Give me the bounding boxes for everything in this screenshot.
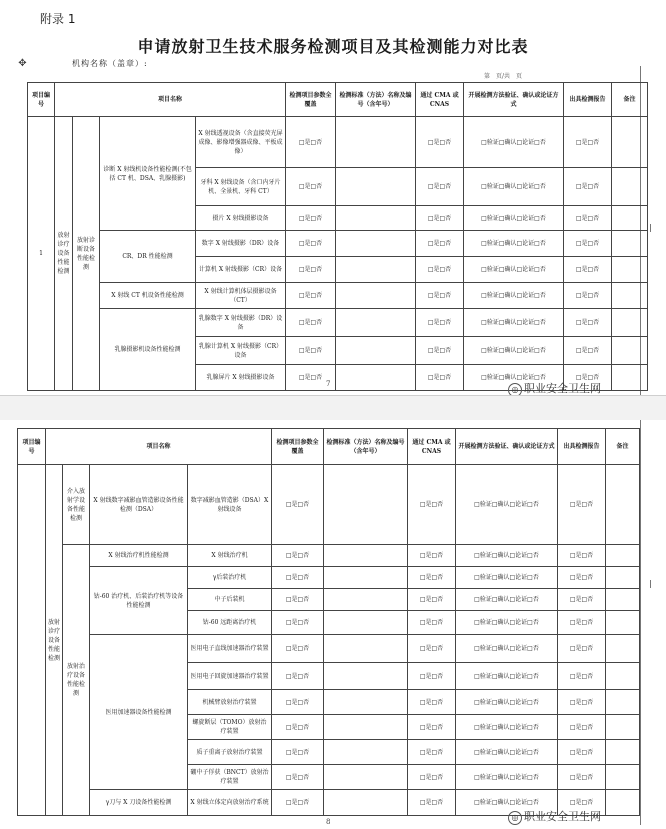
remark-cell[interactable] xyxy=(612,309,648,337)
header-report: 出具检测报告 xyxy=(558,429,606,465)
item-name: 钴-60 远距离治疗机 xyxy=(188,611,272,635)
group-name: X 射线 CT 机设备性能检测 xyxy=(100,283,196,309)
header-standard: 检测标准（方法）名称及编号（含年号） xyxy=(336,83,416,117)
item-name: 医用电子直线加速器治疗装置 xyxy=(188,635,272,663)
table-row xyxy=(28,309,648,337)
header-item-name: 项目名称 xyxy=(55,83,286,117)
group-name: X 射线数字减影血管造影设备性能检测（DSA） xyxy=(90,465,188,545)
standard-cell[interactable] xyxy=(336,231,416,257)
item-name: 计算机 X 射线摄影（CR）设备 xyxy=(196,257,286,283)
cma-checkbox[interactable]: □是□否 xyxy=(408,567,456,589)
coverage-checkbox[interactable]: □是□否 xyxy=(286,283,336,309)
remark-cell[interactable] xyxy=(606,465,640,545)
coverage-checkbox[interactable]: □是□否 xyxy=(272,589,324,611)
report-checkbox[interactable]: □是□否 xyxy=(564,309,612,337)
watermark-text: 职业安全卫生网 xyxy=(524,382,601,395)
group-name: 乳腺摄影机设备性能检测 xyxy=(100,309,196,391)
item-name: X 射线计算机体层摄影设备（CT） xyxy=(196,283,286,309)
item-name: X 射线透视设备（含直接荧光屏成像、影像增强器成像、平板成像） xyxy=(196,117,286,168)
coverage-checkbox[interactable]: □是□否 xyxy=(272,635,324,663)
coverage-checkbox[interactable]: □是□否 xyxy=(272,715,324,740)
capability-table-page-2 xyxy=(17,428,640,816)
document-title: 申请放射卫生技术服务检测项目及其检测能力对比表 xyxy=(137,37,529,56)
coverage-checkbox[interactable]: □是□否 xyxy=(286,257,336,283)
standard-cell[interactable] xyxy=(336,168,416,206)
group-name: γ刀与 X 刀设备性能检测 xyxy=(90,790,188,816)
item-name: 机械臂放射治疗装置 xyxy=(188,690,272,715)
method-checkbox[interactable]: □验证□确认□论证□否 xyxy=(456,567,558,589)
standard-cell[interactable] xyxy=(336,283,416,309)
method-checkbox[interactable]: □验证□确认□论证□否 xyxy=(464,283,564,309)
item-name: 数字减影血管造影（DSA）X 射线设备 xyxy=(188,465,272,545)
header-remark: 备注 xyxy=(606,429,640,465)
item-name: 数字 X 射线摄影（DR）设备 xyxy=(196,231,286,257)
remark-cell[interactable] xyxy=(612,365,648,391)
remark-cell[interactable] xyxy=(606,611,640,635)
category-level-2: 放射治疗设备性能检测 xyxy=(63,545,90,816)
remark-cell[interactable] xyxy=(606,765,640,790)
cma-checkbox[interactable]: □是□否 xyxy=(416,206,464,231)
standard-cell[interactable] xyxy=(336,257,416,283)
category-level-2: 放射诊断设备性能检测 xyxy=(73,117,100,391)
remark-cell[interactable] xyxy=(612,206,648,231)
standard-cell[interactable] xyxy=(324,690,408,715)
report-checkbox[interactable]: □是□否 xyxy=(564,365,612,391)
cma-checkbox[interactable]: □是□否 xyxy=(416,365,464,391)
coverage-checkbox[interactable]: □是□否 xyxy=(272,465,324,545)
report-checkbox[interactable]: □是□否 xyxy=(558,545,606,567)
item-name: X 射线治疗机 xyxy=(188,545,272,567)
report-checkbox[interactable]: □是□否 xyxy=(558,765,606,790)
coverage-checkbox[interactable]: □是□否 xyxy=(272,765,324,790)
report-checkbox[interactable]: □是□否 xyxy=(564,337,612,365)
row-number: 1 xyxy=(28,117,55,391)
margin-line xyxy=(640,420,641,825)
method-checkbox[interactable]: □验证□确认□论证□否 xyxy=(464,309,564,337)
wechat-logo-icon: ◎ xyxy=(508,383,522,397)
item-name: 牙科 X 射线设备（含口内牙片机、全景机、牙科 CT） xyxy=(196,168,286,206)
standard-cell[interactable] xyxy=(324,765,408,790)
report-checkbox[interactable]: □是□否 xyxy=(558,635,606,663)
method-checkbox[interactable]: □验证□确认□论证□否 xyxy=(464,337,564,365)
category-level-1: 放射诊疗设备性能检测 xyxy=(46,465,63,816)
method-checkbox[interactable]: □验证□确认□论证□否 xyxy=(464,206,564,231)
cma-checkbox[interactable]: □是□否 xyxy=(416,257,464,283)
watermark-text: 职业安全卫生网 xyxy=(524,810,601,823)
remark-cell[interactable] xyxy=(606,690,640,715)
coverage-checkbox[interactable]: □是□否 xyxy=(286,309,336,337)
method-checkbox[interactable]: □验证□确认□论证□否 xyxy=(456,715,558,740)
cma-checkbox[interactable]: □是□否 xyxy=(408,611,456,635)
report-checkbox[interactable]: □是□否 xyxy=(558,465,606,545)
item-name: X 射线立体定向放射治疗系统 xyxy=(188,790,272,816)
item-name: 乳腺计算机 X 射线摄影（CR）设备 xyxy=(196,337,286,365)
document-page-2 xyxy=(0,420,666,829)
method-checkbox[interactable]: □验证□确认□论证□否 xyxy=(456,545,558,567)
cma-checkbox[interactable]: □是□否 xyxy=(408,635,456,663)
standard-cell[interactable] xyxy=(336,337,416,365)
method-checkbox[interactable]: □验证□确认□论证□否 xyxy=(456,611,558,635)
table-header-row xyxy=(28,83,648,117)
remark-cell[interactable] xyxy=(606,790,640,816)
standard-cell[interactable] xyxy=(336,309,416,337)
header-item-name: 项目名称 xyxy=(46,429,272,465)
standard-cell[interactable] xyxy=(324,790,408,816)
document-page-1 xyxy=(0,0,666,395)
report-checkbox[interactable]: □是□否 xyxy=(564,206,612,231)
cma-checkbox[interactable]: □是□否 xyxy=(416,117,464,168)
item-name: 摄片 X 射线摄影设备 xyxy=(196,206,286,231)
report-checkbox[interactable]: □是□否 xyxy=(558,611,606,635)
group-name: X 射线治疗机性能检测 xyxy=(90,545,188,567)
method-checkbox[interactable]: □验证□确认□论证□否 xyxy=(464,257,564,283)
report-checkbox[interactable]: □是□否 xyxy=(558,663,606,690)
group-name: CR、DR 性能检测 xyxy=(100,231,196,283)
cma-checkbox[interactable]: □是□否 xyxy=(408,690,456,715)
coverage-checkbox[interactable]: □是□否 xyxy=(286,117,336,168)
item-name: 乳腺数字 X 射线摄影（DR）设备 xyxy=(196,309,286,337)
category-level-1: 放射诊疗设备性能检测 xyxy=(55,117,73,391)
standard-cell[interactable] xyxy=(336,365,416,391)
table-header-row xyxy=(18,429,640,465)
coverage-checkbox[interactable]: □是□否 xyxy=(286,206,336,231)
remark-cell[interactable] xyxy=(606,715,640,740)
method-checkbox[interactable]: □验证□确认□论证□否 xyxy=(456,740,558,765)
table-row xyxy=(18,545,640,567)
header-item-no: 项目编号 xyxy=(28,83,55,117)
capability-table-page-1 xyxy=(27,82,648,391)
method-checkbox[interactable]: □验证□确认□论证□否 xyxy=(456,465,558,545)
remark-cell[interactable] xyxy=(606,663,640,690)
coverage-checkbox[interactable]: □是□否 xyxy=(272,567,324,589)
header-standard: 检测标准（方法）名称及编号（含年号） xyxy=(324,429,408,465)
remark-cell[interactable] xyxy=(612,117,648,168)
item-name: γ后装治疗机 xyxy=(188,567,272,589)
org-name-label: 机构名称（盖章）: xyxy=(72,59,148,68)
header-method: 开展检测方法验证、确认或论证方式 xyxy=(464,83,564,117)
report-checkbox[interactable]: □是□否 xyxy=(564,257,612,283)
table-row xyxy=(28,231,648,257)
cma-checkbox[interactable]: □是□否 xyxy=(416,309,464,337)
coverage-checkbox[interactable]: □是□否 xyxy=(272,740,324,765)
item-name: 乳腺屏片 X 射线摄影设备 xyxy=(196,365,286,391)
report-checkbox[interactable]: □是□否 xyxy=(558,567,606,589)
coverage-checkbox[interactable]: □是□否 xyxy=(272,545,324,567)
report-checkbox[interactable]: □是□否 xyxy=(558,690,606,715)
standard-cell[interactable] xyxy=(324,567,408,589)
page-of-label: 第 页/共 页 xyxy=(484,73,523,80)
report-checkbox[interactable]: □是□否 xyxy=(564,231,612,257)
group-name: 医用加速器设备性能检测 xyxy=(90,635,188,790)
cma-checkbox[interactable]: □是□否 xyxy=(408,663,456,690)
remark-cell[interactable] xyxy=(612,337,648,365)
method-checkbox[interactable]: □验证□确认□论证□否 xyxy=(464,365,564,391)
standard-cell[interactable] xyxy=(324,663,408,690)
method-checkbox[interactable]: □验证□确认□论证□否 xyxy=(456,635,558,663)
header-item-no: 项目编号 xyxy=(18,429,46,465)
cma-checkbox[interactable]: □是□否 xyxy=(408,589,456,611)
category-level-2: 介入放射学设备性能检测 xyxy=(63,465,90,545)
report-checkbox[interactable]: □是□否 xyxy=(558,589,606,611)
header-report: 出具检测报告 xyxy=(564,83,612,117)
method-checkbox[interactable]: □验证□确认□论证□否 xyxy=(456,589,558,611)
item-name: 中子后装机 xyxy=(188,589,272,611)
standard-cell[interactable] xyxy=(324,545,408,567)
item-name: 硼中子俘获（BNCT）放射治疗装置 xyxy=(188,765,272,790)
cma-checkbox[interactable]: □是□否 xyxy=(408,765,456,790)
coverage-checkbox[interactable]: □是□否 xyxy=(272,611,324,635)
header-cma: 通过 CMA 或 CNAS xyxy=(408,429,456,465)
item-name: 螺旋断层（TOMO）放射治疗装置 xyxy=(188,715,272,740)
coverage-checkbox[interactable]: □是□否 xyxy=(286,168,336,206)
standard-cell[interactable] xyxy=(324,589,408,611)
report-checkbox[interactable]: □是□否 xyxy=(564,168,612,206)
cma-checkbox[interactable]: □是□否 xyxy=(408,715,456,740)
remark-cell[interactable] xyxy=(612,231,648,257)
standard-cell[interactable] xyxy=(336,117,416,168)
item-name: 医用电子回旋加速器治疗装置 xyxy=(188,663,272,690)
table-row xyxy=(18,567,640,589)
remark-cell[interactable] xyxy=(606,740,640,765)
cma-checkbox[interactable]: □是□否 xyxy=(408,545,456,567)
report-checkbox[interactable]: □是□否 xyxy=(564,117,612,168)
standard-cell[interactable] xyxy=(324,611,408,635)
row-number xyxy=(18,465,46,816)
report-checkbox[interactable]: □是□否 xyxy=(558,740,606,765)
method-checkbox[interactable]: □验证□确认□论证□否 xyxy=(456,663,558,690)
header-remark: 备注 xyxy=(612,83,648,117)
report-checkbox[interactable]: □是□否 xyxy=(558,790,606,816)
cma-checkbox[interactable]: □是□否 xyxy=(416,283,464,309)
cma-checkbox[interactable]: □是□否 xyxy=(408,465,456,545)
cma-checkbox[interactable]: □是□否 xyxy=(416,337,464,365)
table-row xyxy=(18,465,640,545)
coverage-checkbox[interactable]: □是□否 xyxy=(272,690,324,715)
wechat-logo-icon: ◎ xyxy=(508,811,522,825)
method-checkbox[interactable]: □验证□确认□论证□否 xyxy=(464,117,564,168)
coverage-checkbox[interactable]: □是□否 xyxy=(272,790,324,816)
remark-cell[interactable] xyxy=(606,635,640,663)
item-name: 质子重离子放射治疗装置 xyxy=(188,740,272,765)
coverage-checkbox[interactable]: □是□否 xyxy=(286,337,336,365)
cma-checkbox[interactable]: □是□否 xyxy=(416,231,464,257)
header-coverage: 检测项目参数全覆盖 xyxy=(286,83,336,117)
remark-cell[interactable] xyxy=(612,257,648,283)
coverage-checkbox[interactable]: □是□否 xyxy=(272,663,324,690)
method-checkbox[interactable]: □验证□确认□论证□否 xyxy=(456,690,558,715)
method-checkbox[interactable]: □验证□确认□论证□否 xyxy=(456,765,558,790)
report-checkbox[interactable]: □是□否 xyxy=(564,283,612,309)
standard-cell[interactable] xyxy=(324,715,408,740)
page-gap xyxy=(0,395,666,422)
remark-cell[interactable] xyxy=(606,589,640,611)
standard-cell[interactable] xyxy=(324,740,408,765)
header-coverage: 检测项目参数全覆盖 xyxy=(272,429,324,465)
standard-cell[interactable] xyxy=(324,465,408,545)
report-checkbox[interactable]: □是□否 xyxy=(558,715,606,740)
table-row xyxy=(18,635,640,663)
method-checkbox[interactable]: □验证□确认□论证□否 xyxy=(456,790,558,816)
coverage-checkbox[interactable]: □是□否 xyxy=(286,365,336,391)
remark-cell[interactable] xyxy=(606,545,640,567)
standard-cell[interactable] xyxy=(324,635,408,663)
remark-cell[interactable] xyxy=(612,168,648,206)
page-number: 8 xyxy=(326,818,331,826)
header-cma: 通过 CMA 或 CNAS xyxy=(416,83,464,117)
header-method: 开展检测方法验证、确认或论证方式 xyxy=(456,429,558,465)
group-name: 诊断 X 射线机设备性能检测(不包括 CT 机、DSA、乳腺摄影) xyxy=(100,117,196,231)
cma-checkbox[interactable]: □是□否 xyxy=(408,740,456,765)
method-checkbox[interactable]: □验证□确认□论证□否 xyxy=(464,231,564,257)
cma-checkbox[interactable]: □是□否 xyxy=(408,790,456,816)
coverage-checkbox[interactable]: □是□否 xyxy=(286,231,336,257)
resize-mark xyxy=(646,580,651,588)
appendix-label: 附录 1 xyxy=(40,12,76,26)
table-row xyxy=(28,283,648,309)
watermark xyxy=(508,808,601,825)
method-checkbox[interactable]: □验证□确认□论证□否 xyxy=(464,168,564,206)
standard-cell[interactable] xyxy=(336,206,416,231)
remark-cell[interactable] xyxy=(612,283,648,309)
table-move-handle-icon[interactable]: ✥ xyxy=(18,58,27,69)
cma-checkbox[interactable]: □是□否 xyxy=(416,168,464,206)
table-row xyxy=(28,117,648,168)
remark-cell[interactable] xyxy=(606,567,640,589)
page-number: 7 xyxy=(326,380,331,388)
group-name: 钴-60 治疗机、后装治疗机等设备性能检测 xyxy=(90,567,188,635)
